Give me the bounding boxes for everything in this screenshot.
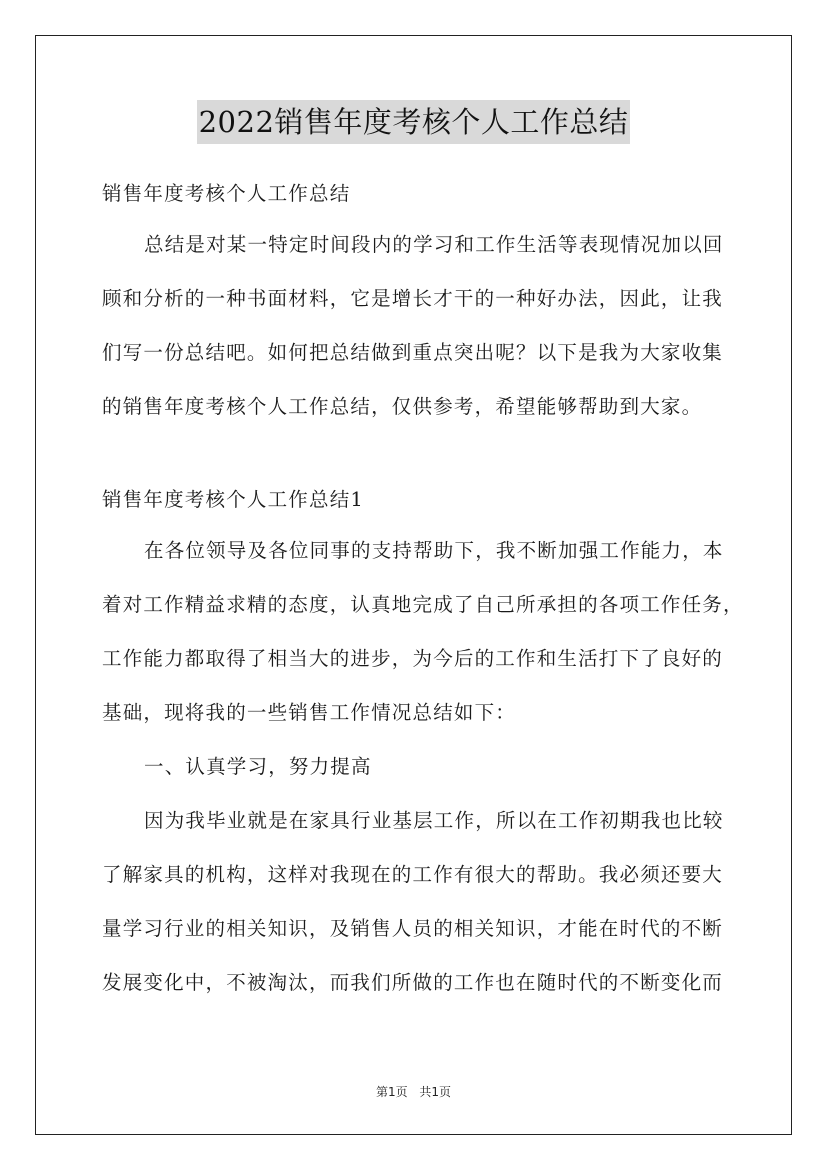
section-line: 着对工作精益求精的态度，认真地完成了自己所承担的各项工作任务，	[102, 593, 744, 616]
section-line: 工作能力都取得了相当大的进步，为今后的工作和生活打下了良好的	[102, 647, 724, 670]
page-number: 第1页	[375, 1085, 408, 1099]
intro-line: 们写一份总结吧。如何把总结做到重点突出呢？以下是我为大家收集	[102, 341, 724, 364]
subsection-line: 了解家具的机构，这样对我现在的工作有很大的帮助。我必须还要大	[102, 863, 724, 886]
document-subtitle: 销售年度考核个人工作总结	[102, 182, 351, 205]
section-line: 在各位领导及各位同事的支持帮助下，我不断加强工作能力，本	[144, 539, 724, 562]
intro-line: 的销售年度考核个人工作总结，仅供参考，希望能够帮助到大家。	[102, 395, 703, 418]
section-line: 基础，现将我的一些销售工作情况总结如下：	[102, 701, 517, 724]
title-container	[0, 100, 827, 144]
page-footer	[0, 1083, 827, 1100]
subsection-line: 因为我毕业就是在家具行业基层工作，所以在工作初期我也比较	[144, 809, 724, 832]
intro-line: 顾和分析的一种书面材料，它是增长才干的一种好办法，因此，让我	[102, 287, 724, 310]
document-title: 2022销售年度考核个人工作总结	[197, 100, 631, 144]
intro-line: 总结是对某一特定时间段内的学习和工作生活等表现情况加以回	[144, 233, 724, 256]
subsection-line: 量学习行业的相关知识，及销售人员的相关知识，才能在时代的不断	[102, 917, 724, 940]
section-heading: 销售年度考核个人工作总结1	[102, 488, 365, 511]
document-body	[102, 170, 744, 1010]
page-total: 共1页	[419, 1085, 452, 1099]
subsection-heading: 一、认真学习，努力提高	[144, 755, 372, 778]
subsection-line: 发展变化中，不被淘汰，而我们所做的工作也在随时代的不断变化而	[102, 971, 724, 994]
